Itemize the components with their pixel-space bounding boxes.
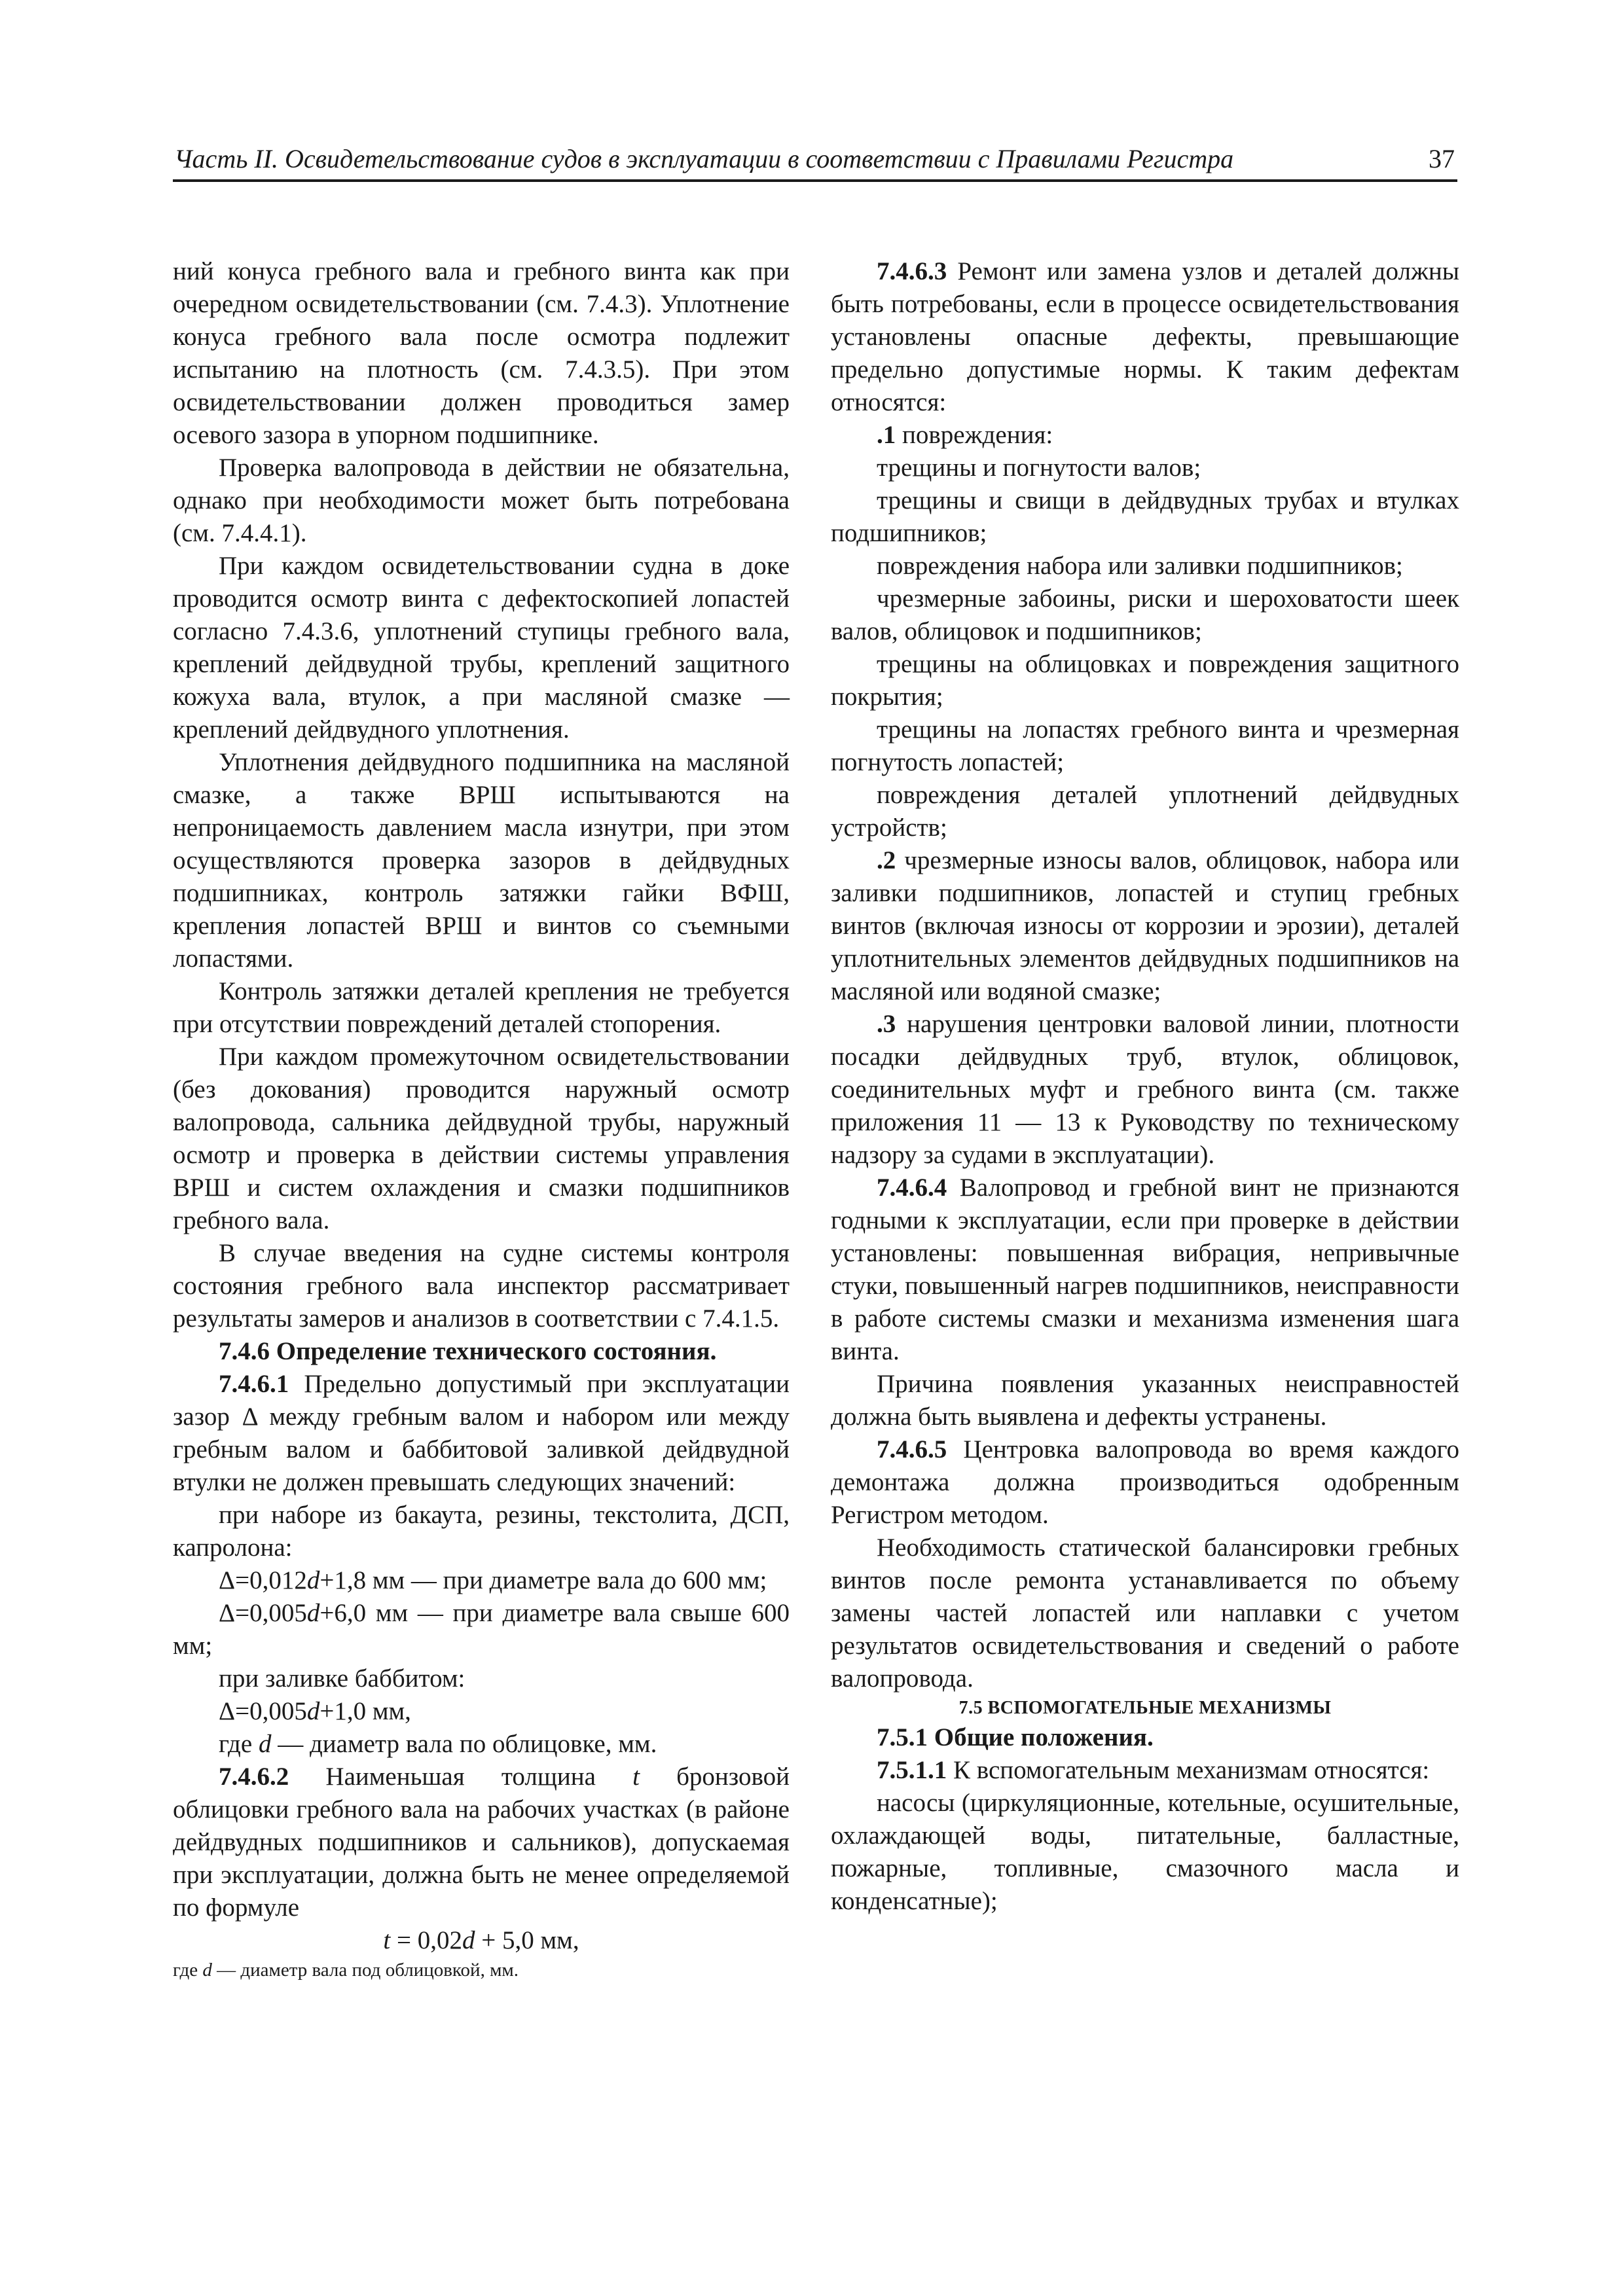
list-item: трещины на облицовках и повреждения защитного покрытия;: [831, 650, 1459, 711]
paragraph-7-4-6-5: 7.4.6.5 Центровка валопровода во время каждого демонтажа должна производиться одобренным Регистром методом.: [831, 1435, 1459, 1529]
paragraph: при наборе из бакаута, резины, текстолита, ДСП, капролона:: [173, 1501, 790, 1562]
paragraph: Контроль затяжки деталей крепления не требуется при отсутствии повреждений деталей стопорения.: [173, 977, 790, 1038]
header-title: Часть II. Освидетельствование судов в эксплуатации в соответствии с Правилами Регистра: [174, 144, 1234, 173]
page-number: 37: [1429, 144, 1455, 173]
formula-thickness: t = 0,02d + 5,0 мм,: [383, 1926, 579, 1954]
paragraph: при заливке баббитом:: [219, 1664, 465, 1693]
formula-line: Δ=0,005d+6,0 мм — при диаметре вала свыше 600 мм;: [173, 1599, 790, 1660]
paragraph: При каждом освидетельствовании судна в доке проводится осмотр винта с дефектоскопией лопастей согласно 7.4.3.6, уплотнений ступицы гребного вала, креплений дейдвудной трубы, креплений защитного кожуха вала, втулок, а при масляной смазке — креплений дейдвудного уплотнения.: [173, 552, 790, 744]
list-item: повреждения набора или заливки подшипников;: [877, 552, 1403, 580]
paragraph-7-4-6-3: 7.4.6.3 Ремонт или замена узлов и деталей должны быть потребованы, если в процессе освидетельствования установлены опасные дефекты, превышающие предельно допустимые нормы. К таким дефектам относятся:: [831, 257, 1459, 416]
list-item: трещины и погнутости валов;: [877, 454, 1201, 482]
paragraph: Уплотнения дейдвудного подшипника на масляной смазке, а также ВРШ испытываются на непроницаемость давлением масла изнутри, при этом осуществляются проверка зазоров в дейдвудных подшипниках, контроль затяжки гайки ВФШ, крепления лопастей ВРШ и винтов со съемными лопастями.: [173, 748, 790, 973]
list-item: трещины на лопастях гребного винта и чрезмерная погнутость лопастей;: [831, 715, 1459, 776]
section-heading-7-5-1: 7.5.1 Общие положения.: [877, 1723, 1154, 1751]
list-item: трещины и свищи в дейдвудных трубах и втулках подшипников;: [831, 486, 1459, 547]
paragraph: В случае введения на судне системы контроля состояния гребного вала инспектор рассматривает результаты замеров и анализов в соответствии с 7.4.1.5.: [173, 1239, 790, 1333]
formula-line: Δ=0,012d+1,8 мм — при диаметре вала до 600 мм;: [219, 1566, 767, 1594]
paragraph: ний конуса гребного вала и гребного винта как при очередном освидетельствовании (см. 7.4.3). Уплотнение конуса гребного вала после осмотра подлежит испытанию на плотность (см. 7.4.3.5). При этом освидетельствовании должен проводиться замер осевого зазора в упорном подшипнике.: [173, 257, 790, 449]
paragraph-7-4-6-4: 7.4.6.4 Валопровод и гребной винт не признаются годными к эксплуатации, если при проверке в действии установлены: повышенная вибрация, непривычные стуки, повышенный нагрев подшипников, неисправности в работе системы смазки и механизма изменения шага винта.: [831, 1174, 1459, 1365]
paragraph: Необходимость статической балансировки гребных винтов после ремонта устанавливается по объему замены частей лопастей или наплавки с учетом результатов освидетельствования и сведений о работе валопровода.: [831, 1534, 1459, 1693]
paragraph: Проверка валопровода в действии не обязательна, однако при необходимости может быть потребована (см. 7.4.4.1).: [173, 454, 790, 547]
list-item: .2 чрезмерные износы валов, облицовок, набора или заливки подшипников, лопастей и ступиц гребных винтов (включая износы от коррозии и эрозии), деталей уплотнительных элементов дейдвудных подшипников на масляной или водяной смазке;: [831, 846, 1459, 1005]
formula-note: где d — диаметр вала по облицовке, мм.: [219, 1730, 657, 1758]
list-item: .1 повреждения:: [877, 421, 1053, 449]
paragraph-7-4-6-2: 7.4.6.2 Наименьшая толщина t бронзовой облицовки гребного вала на рабочих участках (в районе дейдвудных подшипников и сальников), допускаемая при эксплуатации, должна быть не менее определяемой по формуле: [173, 1763, 790, 1922]
paragraph: насосы (циркуляционные, котельные, осушительные, охлаждающей воды, питательные, балластные, пожарные, топливные, смазочного масла и конденсатные);: [831, 1789, 1459, 1915]
formula-line: Δ=0,005d+1,0 мм,: [219, 1697, 411, 1725]
section-heading-7-4-6: 7.4.6 Определение технического состояния.: [219, 1337, 717, 1365]
right-column: [831, 255, 1459, 1918]
paragraph-7-5-1-1: 7.5.1.1 К вспомогательным механизмам относятся:: [877, 1756, 1430, 1784]
list-item: чрезмерные забоины, риски и шероховатости шеек валов, облицовок и подшипников;: [831, 584, 1459, 645]
paragraph: Причина появления указанных неисправностей должна быть выявлена и дефекты устранены.: [831, 1370, 1459, 1431]
paragraph: При каждом промежуточном освидетельствовании (без докования) проводится наружный осмотр валопровода, сальника дейдвудной трубы, наружный осмотр и проверка в действии системы управления ВРШ и систем охлаждения и смазки подшипников гребного вала.: [173, 1043, 790, 1234]
paragraph-7-4-6-1: 7.4.6.1 Предельно допустимый при эксплуатации зазор Δ между гребным валом и набором или между гребным валом и баббитовой заливкой дейдвудной втулки не должен превышать следующих значений:: [173, 1370, 790, 1496]
list-item: .3 нарушения центровки валовой линии, плотности посадки дейдвудных труб, втулок, облицовок, соединительных муфт и гребного винта (см. также приложения 11 — 13 к Руководству по техническому надзору за судами в эксплуатации).: [831, 1010, 1459, 1169]
section-title-7-5: 7.5 ВСПОМОГАТЕЛЬНЫЕ МЕХАНИЗМЫ: [958, 1698, 1332, 1718]
list-item: повреждения деталей уплотнений дейдвудных устройств;: [831, 781, 1459, 842]
left-column: [173, 255, 790, 1983]
footnote: где d — диаметр вала под облицовкой, мм.: [173, 1960, 519, 1981]
running-header: [173, 143, 1457, 182]
